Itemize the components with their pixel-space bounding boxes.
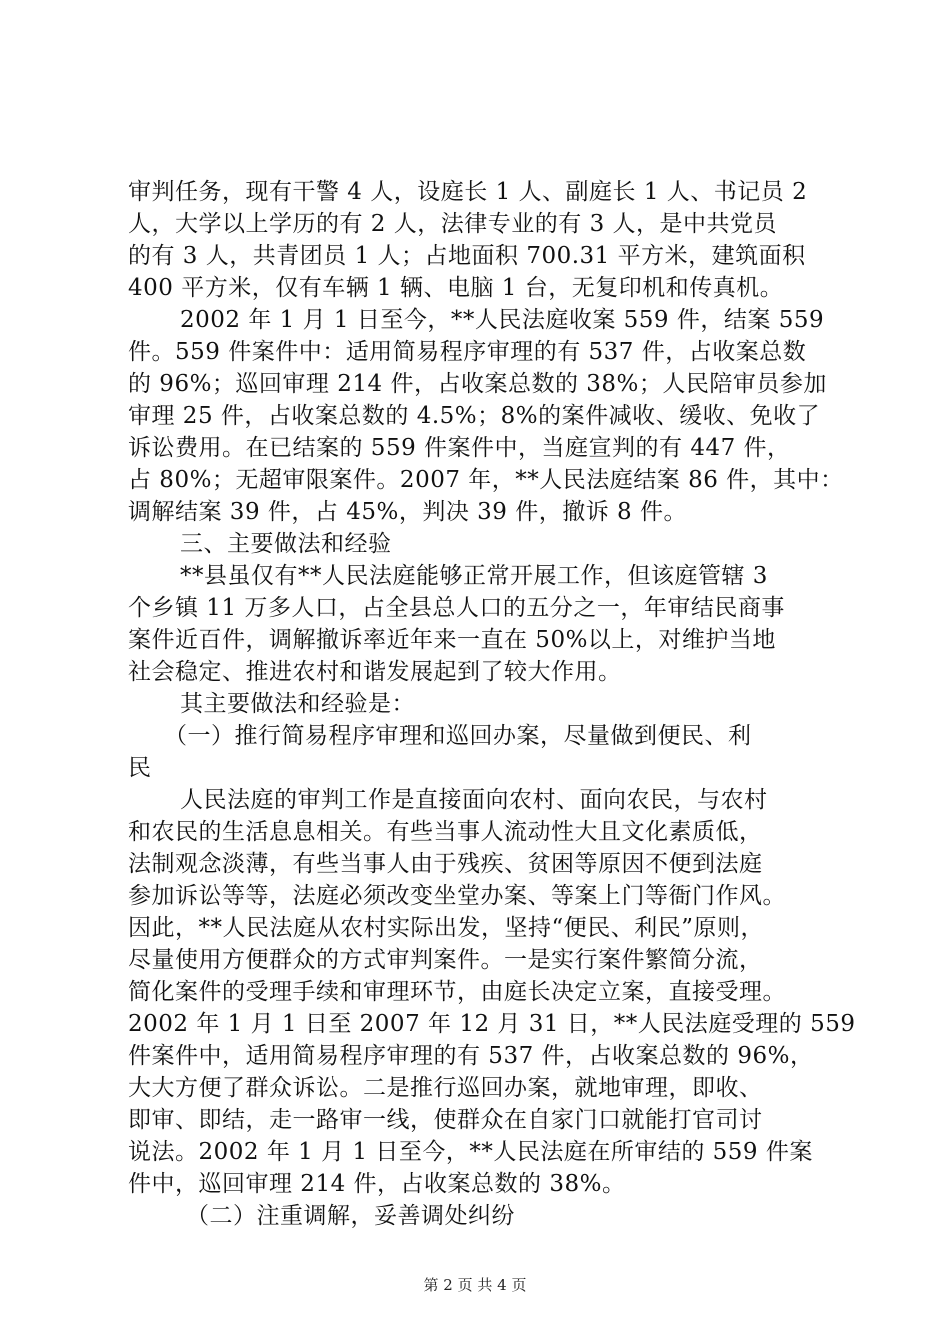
- body-text-line: 社会稳定、推进农村和谐发展起到了较大作用。: [128, 659, 622, 685]
- body-text-line: 尽量使用方便群众的方式审判案件。一是实行案件繁简分流，: [128, 947, 763, 973]
- body-text-line: 法制观念淡薄，有些当事人由于残疾、贫困等原因不便到法庭: [128, 851, 763, 877]
- body-text-line: 简化案件的受理手续和审理环节，由庭长决定立案，直接受理。: [128, 979, 786, 1005]
- subsection-heading: （一）推行简易程序审理和巡回办案，尽量做到便民、利: [164, 723, 752, 749]
- body-text-line: 调解结案 39 件，占 45%，判决 39 件，撤诉 8 件。: [128, 499, 687, 525]
- body-text-line: 其主要做法和经验是：: [180, 691, 415, 717]
- body-text-line: 诉讼费用。在已结案的 559 件案件中，当庭宣判的有 447 件，: [128, 435, 791, 461]
- body-text-line: 占 80%；无超审限案件。2007 年，**人民法庭结案 86 件，其中：: [128, 467, 844, 493]
- body-text-line: 审判任务，现有干警 4 人，设庭长 1 人、副庭长 1 人、书记员 2: [128, 179, 808, 205]
- body-text-line: 件。559 件案件中：适用简易程序审理的有 537 件，占收案总数: [128, 339, 807, 365]
- page-number-footer: 第 2 页 共 4 页: [423, 1276, 527, 1294]
- body-text-line: 个乡镇 11 万多人口，占全县总人口的五分之一，年审结民商事: [128, 595, 785, 621]
- body-text-line: 参加诉讼等等，法庭必须改变坐堂办案、等案上门等衙门作风。: [128, 883, 786, 909]
- body-text-line: 件案件中，适用简易程序审理的有 537 件，占收案总数的 96%，: [128, 1043, 814, 1069]
- body-text-line: 即审、即结，走一路审一线，使群众在自家门口就能打官司讨: [128, 1107, 763, 1133]
- body-text-line: 大大方便了群众诉讼。二是推行巡回办案，就地审理，即收、: [128, 1075, 763, 1101]
- body-text-line: 件中，巡回审理 214 件，占收案总数的 38%。: [128, 1171, 626, 1197]
- body-text-line: 因此，**人民法庭从农村实际出发，坚持“便民、利民”原则，: [128, 915, 765, 941]
- body-text-line: 人，大学以上学历的有 2 人，法律专业的有 3 人，是中共党员: [128, 211, 778, 237]
- subsection-heading: 民: [128, 755, 152, 781]
- body-text-line: 和农民的生活息息相关。有些当事人流动性大且文化素质低，: [128, 819, 763, 845]
- body-text-line: 2002 年 1 月 1 日至今，**人民法庭收案 559 件，结案 559: [180, 307, 825, 333]
- subsection-heading: （二）注重调解，妥善调处纠纷: [186, 1203, 515, 1229]
- body-text-line: 的有 3 人，共青团员 1 人；占地面积 700.31 平方米，建筑面积: [128, 243, 806, 269]
- body-text-line: 的 96%；巡回审理 214 件，占收案总数的 38%；人民陪审员参加: [128, 371, 827, 397]
- body-text-line: **县虽仅有**人民法庭能够正常开展工作，但该庭管辖 3: [180, 563, 768, 589]
- body-text-line: 说法。2002 年 1 月 1 日至今，**人民法庭在所审结的 559 件案: [128, 1139, 813, 1165]
- body-text-line: 审理 25 件，占收案总数的 4.5%；8%的案件减收、缓收、免收了: [128, 403, 821, 429]
- body-text-line: 人民法庭的审判工作是直接面向农村、面向农民，与农村: [180, 787, 768, 813]
- section-heading: 三、主要做法和经验: [180, 531, 392, 557]
- body-text-line: 案件近百件，调解撤诉率近年来一直在 50%以上，对维护当地: [128, 627, 776, 653]
- body-text-line: 400 平方米，仅有车辆 1 辆、电脑 1 台，无复印机和传真机。: [128, 275, 784, 301]
- body-text-line: 2002 年 1 月 1 日至 2007 年 12 月 31 日，**人民法庭受理的 559: [128, 1011, 856, 1037]
